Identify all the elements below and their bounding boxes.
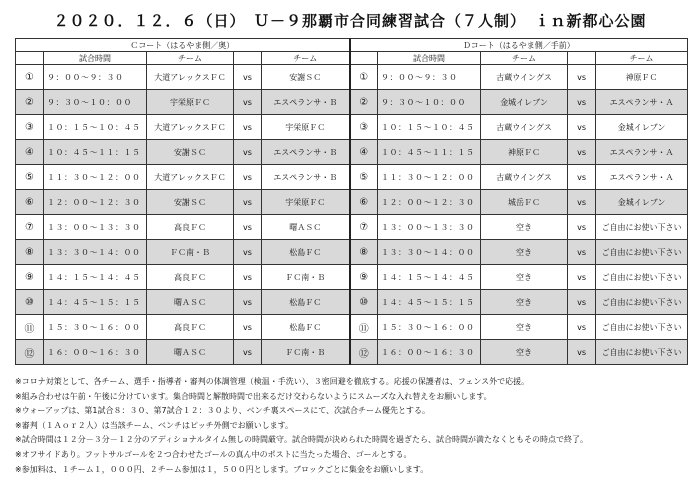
team-b-cell-d: 神原ＦＣ — [596, 65, 688, 90]
vs-cell-c: vs — [234, 340, 262, 365]
time-header-c: 試合時間 — [44, 52, 147, 65]
table-row — [16, 340, 688, 365]
team-b-cell-d: エスペランサ・Ａ — [596, 90, 688, 115]
match-number-d: ③ — [350, 115, 378, 140]
team-header-d-2: チーム — [596, 52, 688, 65]
time-cell-c: １６：００～１６：３０ — [44, 340, 147, 365]
match-number-d: ⑧ — [350, 240, 378, 265]
match-number-c: ⑥ — [16, 190, 44, 215]
time-cell-c: １０：１５～１０：４５ — [44, 115, 147, 140]
team-b-cell-c: 松島ＦＣ — [262, 240, 350, 265]
note-line: ※コロナ対策として、各チーム、選手・指導者・審判の体調管理（検温・手洗い）、３密回避を徹底する。応援の保護者は、フェンス外で応援。 — [15, 377, 530, 386]
team-a-cell-c: 高良ＦＣ — [147, 265, 234, 290]
team-b-cell-d: ご自由にお使い下さい — [596, 315, 688, 340]
column-header-row — [16, 52, 688, 65]
team-b-cell-d: 金城イレブン — [596, 115, 688, 140]
table-row — [16, 190, 688, 215]
note-line: ※ウォーアップは、第1試合８：３０、第7試合１２：３０より、ベンチ裏スペースにて、次試合チーム優先とする。 — [15, 406, 431, 416]
team-b-cell-c: エスペランサ・Ｂ — [262, 165, 350, 190]
time-cell-d: １４：１５～１４：４５ — [378, 265, 481, 290]
time-cell-d: １３：００～１３：３０ — [378, 215, 481, 240]
team-a-cell-c: 安謝ＳＣ — [147, 140, 234, 165]
vs-cell-d: vs — [568, 290, 596, 315]
time-cell-c: ９：００～９：３０ — [44, 65, 147, 90]
no-header-d — [350, 52, 378, 65]
time-cell-d: １２：００～１２：３０ — [378, 190, 481, 215]
no-header — [16, 52, 44, 65]
team-b-cell-c: 松島ＦＣ — [262, 315, 350, 340]
match-number-c: ⑫ — [16, 340, 44, 365]
team-a-cell-c: 安謝ＳＣ — [147, 190, 234, 215]
time-header-d: 試合時間 — [378, 52, 481, 65]
match-number-c: ⑩ — [16, 290, 44, 315]
team-b-cell-c: 松島ＦＣ — [262, 290, 350, 315]
team-a-cell-d: 空き — [481, 240, 568, 265]
team-b-cell-c: ＦＣ南・Ｂ — [262, 340, 350, 365]
vs-cell-c: vs — [234, 240, 262, 265]
time-cell-c: １２：００～１２：３０ — [44, 190, 147, 215]
table-row — [16, 140, 688, 165]
time-cell-c: １５：３０～１６：００ — [44, 315, 147, 340]
notes-section — [15, 375, 695, 477]
vs-cell-d: vs — [568, 315, 596, 340]
team-b-cell-d: 金城イレブン — [596, 190, 688, 215]
note-line: ※組み合わせは午前・午後に分けています。集合時間と解散時間で出来るだけ交わらないようにスムーズな入れ替えをお願いします。 — [15, 391, 492, 401]
team-b-cell-d: ご自由にお使い下さい — [596, 265, 688, 290]
team-a-cell-d: 空き — [481, 340, 568, 365]
match-number-c: ⑧ — [16, 240, 44, 265]
time-cell-d: １０：４５～１１：１５ — [378, 140, 481, 165]
team-b-cell-c: エスペランサ・Ｂ — [262, 140, 350, 165]
team-header-c: チーム — [147, 52, 234, 65]
team-a-cell-d: 空き — [481, 315, 568, 340]
vs-cell-c: vs — [234, 115, 262, 140]
team-b-cell-c: 曙ＡＳＣ — [262, 215, 350, 240]
time-cell-c: １４：４５～１５：１５ — [44, 290, 147, 315]
match-number-c: ⑦ — [16, 215, 44, 240]
time-cell-c: １１：３０～１２：００ — [44, 165, 147, 190]
team-a-cell-d: 城岳ＦＣ — [481, 190, 568, 215]
time-cell-d: １６：００～１６：３０ — [378, 340, 481, 365]
note-line: ※審判（１Ａｏｒ２人）は当該チーム、ベンチはピッチ外側でお願いします。 — [15, 420, 293, 430]
team-a-cell-d: 空き — [481, 290, 568, 315]
table-row — [16, 90, 688, 115]
match-number-c: ⑤ — [16, 165, 44, 190]
team-a-cell-c: 曙ＡＳＣ — [147, 290, 234, 315]
table-row — [16, 290, 688, 315]
note-line: ※試合時間は１２分－３分－１２分のアディショナルタイム無しの時間厳守。試合時間が決められた時間を過ぎたら、試合時間が満たなくともその時点で終了。 — [15, 435, 589, 445]
team-b-cell-c: 宇栄原ＦＣ — [262, 115, 350, 140]
match-number-c: ⑨ — [16, 265, 44, 290]
table-row — [16, 115, 688, 140]
time-cell-d: ９：３０～１０：００ — [378, 90, 481, 115]
vs-cell-d: vs — [568, 115, 596, 140]
table-row — [16, 165, 688, 190]
vs-cell-d: vs — [568, 215, 596, 240]
table-row — [16, 215, 688, 240]
table-row — [16, 315, 688, 340]
team-a-cell-c: 大道アレックスＦＣ — [147, 65, 234, 90]
vs-cell-c: vs — [234, 215, 262, 240]
vs-cell-d: vs — [568, 190, 596, 215]
team-header-d: チーム — [481, 52, 568, 65]
team-b-cell-d: ご自由にお使い下さい — [596, 290, 688, 315]
team-b-cell-d: ご自由にお使い下さい — [596, 240, 688, 265]
match-number-d: ⑩ — [350, 290, 378, 315]
table-row — [16, 65, 688, 90]
team-a-cell-d: 金城イレブン — [481, 90, 568, 115]
match-number-c: ⑪ — [16, 315, 44, 340]
time-cell-d: １１：３０～１２：００ — [378, 165, 481, 190]
vs-header-d — [568, 52, 596, 65]
vs-cell-c: vs — [234, 290, 262, 315]
team-header-c-2: チーム — [262, 52, 350, 65]
match-number-d: ⑨ — [350, 265, 378, 290]
match-number-d: ⑥ — [350, 190, 378, 215]
court-d-header: Ｄコート（はるやま側／手前） — [350, 39, 688, 52]
vs-cell-d: vs — [568, 65, 596, 90]
vs-cell-c: vs — [234, 190, 262, 215]
team-a-cell-c: 大道アレックスＦＣ — [147, 115, 234, 140]
team-a-cell-d: 神原ＦＣ — [481, 140, 568, 165]
vs-cell-d: vs — [568, 340, 596, 365]
time-cell-c: １３：００～１３：３０ — [44, 215, 147, 240]
time-cell-c: １３：３０～１４：００ — [44, 240, 147, 265]
table-row — [16, 265, 688, 290]
time-cell-c: １０：４５～１１：１５ — [44, 140, 147, 165]
match-number-c: ④ — [16, 140, 44, 165]
vs-cell-c: vs — [234, 65, 262, 90]
vs-cell-d: vs — [568, 90, 596, 115]
schedule-table — [15, 38, 688, 365]
team-a-cell-d: 古蔵ウイングス — [481, 165, 568, 190]
match-number-d: ⑪ — [350, 315, 378, 340]
match-number-c: ③ — [16, 115, 44, 140]
match-number-d: ④ — [350, 140, 378, 165]
page-title: ２０２０．１２．６（日） Ｕ－９那覇市合同練習試合（７人制） ｉｎ新都心公園 — [53, 12, 647, 30]
vs-header-c — [234, 52, 262, 65]
time-cell-d: １３：３０～１４：００ — [378, 240, 481, 265]
court-header-row — [16, 39, 688, 52]
vs-cell-d: vs — [568, 265, 596, 290]
match-number-c: ① — [16, 65, 44, 90]
team-a-cell-d: 古蔵ウイングス — [481, 65, 568, 90]
team-a-cell-d: 空き — [481, 215, 568, 240]
team-a-cell-d: 空き — [481, 265, 568, 290]
vs-cell-c: vs — [234, 165, 262, 190]
match-number-d: ② — [350, 90, 378, 115]
team-b-cell-d: エスペランサ・Ａ — [596, 165, 688, 190]
time-cell-c: １４：１５～１４：４５ — [44, 265, 147, 290]
vs-cell-c: vs — [234, 265, 262, 290]
team-a-cell-c: 曙ＡＳＣ — [147, 340, 234, 365]
team-b-cell-d: ご自由にお使い下さい — [596, 215, 688, 240]
team-a-cell-c: 高良ＦＣ — [147, 315, 234, 340]
time-cell-d: １５：３０～１６：００ — [378, 315, 481, 340]
time-cell-d: １４：４５～１５：１５ — [378, 290, 481, 315]
team-a-cell-c: 高良ＦＣ — [147, 215, 234, 240]
team-a-cell-c: 宇栄原ＦＣ — [147, 90, 234, 115]
team-b-cell-d: エスペランサ・Ａ — [596, 140, 688, 165]
match-number-d: ⑦ — [350, 215, 378, 240]
match-number-d: ① — [350, 65, 378, 90]
vs-cell-c: vs — [234, 90, 262, 115]
team-b-cell-c: エスペランサ・Ｂ — [262, 90, 350, 115]
time-cell-c: ９：３０～１０：００ — [44, 90, 147, 115]
team-a-cell-c: ＦＣ南・Ｂ — [147, 240, 234, 265]
match-number-d: ⑫ — [350, 340, 378, 365]
table-row — [16, 240, 688, 265]
note-line: ※参加料は、１チーム１，０００円、２チーム参加は１，５００円とします。ブロックごとに集金をお願いします。 — [15, 464, 429, 474]
court-c-header: Ｃコート（はるやま側／奥） — [16, 39, 350, 52]
note-line: ※オフサイドあり。フットサルゴールを２つ合わせたゴールの真ん中のポストに当たった場合、ゴールとする。 — [15, 449, 412, 459]
match-number-d: ⑤ — [350, 165, 378, 190]
vs-cell-c: vs — [234, 315, 262, 340]
match-number-c: ② — [16, 90, 44, 115]
vs-cell-d: vs — [568, 240, 596, 265]
team-a-cell-d: 古蔵ウイングス — [481, 115, 568, 140]
vs-cell-c: vs — [234, 140, 262, 165]
team-b-cell-c: ＦＣ南・Ｂ — [262, 265, 350, 290]
team-b-cell-c: 安謝ＳＣ — [262, 65, 350, 90]
team-a-cell-c: 大道アレックスＦＣ — [147, 165, 234, 190]
time-cell-d: ９：００～９：３０ — [378, 65, 481, 90]
vs-cell-d: vs — [568, 165, 596, 190]
team-b-cell-c: 宇栄原ＦＣ — [262, 190, 350, 215]
team-b-cell-d: ご自由にお使い下さい — [596, 340, 688, 365]
time-cell-d: １０：１５～１０：４５ — [378, 115, 481, 140]
vs-cell-d: vs — [568, 140, 596, 165]
